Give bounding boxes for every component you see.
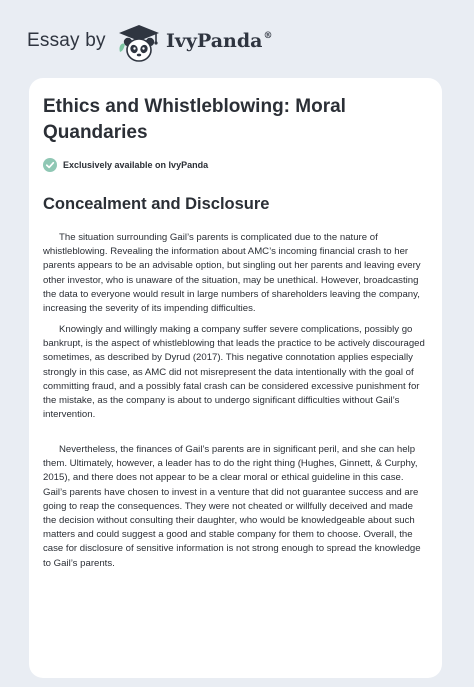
article-card <box>29 78 442 678</box>
paragraph-3: Nevertheless, the finances of Gail’s parents are in significant peril, and she can help them. Ultimately, however, a leader has to do the right thing (Hughes, Ginnett, & Curphy, 2015), and there does not appear to be a clear moral or ethical guideline in this case. Gail’s parents have chosen to invest in a venture that did not guarantee success and are going to reap the consequences. They were not cheated or willfully deceived and made the decision without consulting their daughter, who would be knowledgeable about such matters and could suggest a good and stable company for them to choose. Overall, the case for disclosure of sensitive information is not strong enough to spread the knowledge to Gail’s parents. <box>43 444 421 569</box>
brand-text: IvyPanda <box>166 30 263 52</box>
site-header <box>0 0 474 80</box>
check-circle-icon <box>43 158 57 172</box>
essay-by-label: Essay by <box>27 30 106 51</box>
registered-mark: ® <box>263 31 273 41</box>
brand-name[interactable] <box>166 30 272 52</box>
panda-graduation-cap-icon[interactable] <box>116 22 162 64</box>
page-title: Ethics and Whistleblowing: Moral Quandaries <box>43 96 346 143</box>
section-heading: Concealment and Disclosure <box>43 195 270 213</box>
exclusive-badge-text: Exclusively available on IvyPanda <box>63 160 209 170</box>
exclusive-badge <box>43 157 208 173</box>
paragraph-1: The situation surrounding Gail’s parents is complicated due to the nature of whistleblowing. Revealing the information about AMC’s incoming financial crash to her parents appears to be an advisable option, but singling out her parents and leaving every other investor, who is unaware of the situation, may be unethical. However, broadcasting the data to everyone would result in large numbers of shareholders leaving the company, increasing the severity of its impending difficulties. <box>43 232 421 315</box>
paragraph-2: Knowingly and willingly making a company suffer severe complications, possibly go bankrupt, is the aspect of whistleblowing that leads the practice to be actively discouraged sometimes, as described by Dyrud (2017). This negative connotation applies especially strongly in this case, as AMC did not misrepresent the data intentionally with the goal of committing fraud, and a possibly fatal crash can be considered excessive punishment for the mistake, as the company is about to undergo significant difficulties without Gail’s intervention. <box>43 324 425 421</box>
